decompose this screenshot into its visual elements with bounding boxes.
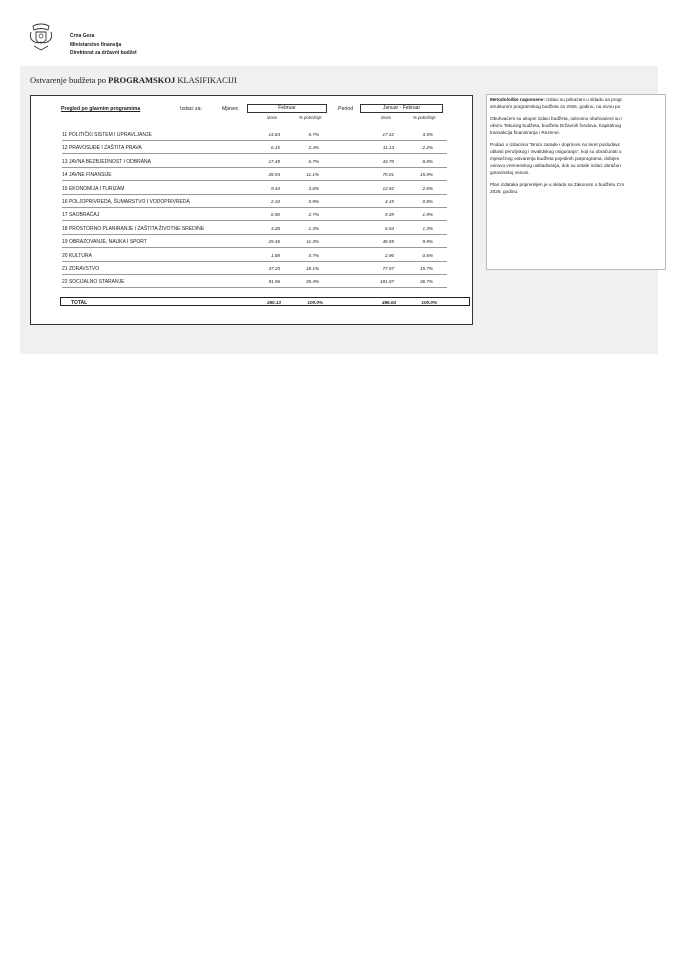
row-mjesec-pct: 35.4% (305, 279, 319, 285)
row-period-iznos: 4.19 (385, 199, 394, 204)
row-period-pct: 0.6% (422, 252, 433, 258)
methodology-notes (486, 94, 666, 270)
row-mjesec-iznos: 6.96 (271, 212, 280, 218)
table-row (62, 208, 447, 221)
row-period-iznos: 79.01 (382, 172, 394, 178)
notes-line: mjesečnog ostvarenja budžeta pojedinih potprograma, dobijen (490, 156, 620, 161)
total-mjesec-pct: 100.0% (307, 299, 323, 305)
notes-line: strukturom programskog budžeta za 2026. godinu, na nivou po (490, 104, 621, 109)
table-row (62, 249, 447, 262)
row-mjesec-iznos: 29.46 (268, 239, 280, 245)
row-label: 18 PROSTORNO PLANIRANJE I ZAŠTITA ŽIVOTNE SREDINE (62, 225, 205, 232)
organization-name (70, 32, 137, 58)
row-period-iznos: 9.39 (385, 212, 394, 218)
notes-p1-rest: Izdaci su prikazani u skladu sa progr (544, 97, 623, 102)
table-row (62, 235, 447, 248)
row-period-iznos: 12.92 (382, 185, 394, 191)
page-title-prefix: Ostvarenje budžeta po (30, 75, 109, 85)
row-period-iznos: 2.96 (385, 252, 394, 258)
row-period-iznos: 181.87 (380, 279, 395, 285)
row-mjesec-pct: 11.3% (306, 239, 319, 245)
notes-line: osnovu vremenskog uskladivanja, dok su ostale izdaci obračun (490, 163, 621, 168)
row-mjesec-pct: 3.6% (308, 185, 319, 191)
total-label: TOTAL (71, 299, 88, 306)
row-label: 13 JAVNA BEZBJEDNOST I ODBRANA (62, 158, 152, 165)
row-period-pct: 2.2% (422, 145, 433, 151)
row-mjesec-pct: 18.1% (305, 266, 319, 271)
row-mjesec-iznos: 14.84 (268, 132, 280, 137)
row-label: 15 EKONOMIJA I TURIZAM (62, 185, 125, 192)
row-label: 11 POLITIČKI SISTEM I UPRAVLJANJE (62, 132, 152, 138)
notes-heading: Metodološke napomene: (490, 97, 545, 102)
table-row (62, 168, 447, 181)
row-period-pct: 15.7% (419, 266, 433, 271)
izdaci-label: Izdaci za: (180, 106, 202, 112)
notes-line: oblasti penzijskog i invalidskog osiguranja", koji su obračunati u (490, 149, 622, 154)
row-mjesec-iznos: 17.49 (268, 158, 280, 164)
row-period-pct: 3.5% (422, 132, 433, 137)
row-mjesec-pct: 5.7% (308, 132, 319, 137)
mjesec-select[interactable]: Februar (247, 104, 327, 113)
table-row (62, 222, 447, 235)
row-label: 21 ZDRAVSTVO (62, 266, 100, 272)
table-row (62, 182, 447, 195)
row-period-pct: 2.6% (422, 185, 433, 191)
row-period-iznos: 77.97 (382, 266, 394, 271)
notes-line: 2026. godinu. (490, 189, 519, 194)
table-title: Pregled po glavnim programima (61, 106, 141, 112)
org-country: Crna Gora (70, 33, 95, 39)
table-row (62, 128, 447, 141)
page-title (30, 75, 237, 85)
row-mjesec-pct: 1.3% (308, 225, 319, 231)
notes-line: transakcija finansiranja i Rezerve. (490, 130, 561, 135)
notes-line (490, 97, 666, 103)
row-label: 17 SAOBRAĆAJ (62, 212, 100, 219)
org-ministry: Ministarstvo finansija (70, 41, 122, 48)
row-mjesec-pct: 0.9% (308, 199, 319, 204)
row-period-pct: 15.9% (419, 172, 433, 178)
col-mjesec-iznos: iznos (267, 115, 278, 120)
notes-line: Podaci o izdacima "Bruto zarade i doprinosi na teret poslodavc (490, 142, 621, 147)
notes-line: Obuhvaćeni su ukupni izdaci budžeta, odnosno obuhvaćeni su i (490, 116, 623, 121)
row-label: 19 OBRAZOVANJE, NAUKA I SPORT (62, 239, 147, 246)
row-label: 12 PRAVOSUĐE I ZAŠTITA PRAVA (62, 145, 142, 152)
row-mjesec-iznos: 6.15 (271, 145, 280, 151)
row-period-pct: 8.8% (422, 158, 433, 164)
row-label: 22 SOCIJALNO STARANJE (62, 279, 125, 286)
row-period-iznos: 11.13 (382, 145, 394, 151)
notes-line: gotovinskoj osnovi. (490, 170, 530, 175)
row-mjesec-iznos: 2.34 (271, 199, 280, 204)
row-label: 20 KULTURA (62, 252, 92, 259)
row-period-pct: 1.9% (422, 212, 433, 218)
page-title-suffix: KLASIFIKACIJI (175, 75, 237, 85)
row-mjesec-pct: 2.4% (308, 145, 319, 151)
row-mjesec-pct: 0.7% (308, 252, 319, 258)
total-period-pct: 100.0% (421, 299, 437, 305)
row-mjesec-iznos: 9.44 (271, 185, 280, 191)
row-mjesec-pct: 2.7% (308, 212, 319, 218)
row-period-pct: 9.9% (422, 239, 433, 245)
col-period-pct: % potrošnje (413, 115, 436, 120)
total-period-iznos: 496.04 (381, 299, 396, 305)
mjesec-label: Mjesec (222, 106, 239, 112)
row-mjesec-pct: 11.1% (306, 172, 319, 178)
row-mjesec-iznos: 47.20 (268, 266, 280, 271)
col-period-iznos: iznos (381, 115, 392, 120)
coat-of-arms-icon (28, 22, 54, 52)
page-title-bold: PROGRAMSKOJ (108, 75, 176, 85)
row-label: 14 JAVNE FINANSIJE (62, 172, 112, 179)
row-mjesec-iznos: 1.88 (271, 252, 280, 258)
org-directorate: Direktorat za državni budžet (70, 50, 137, 56)
row-period-iznos: 6.54 (385, 225, 394, 231)
row-period-pct: 36.7% (419, 279, 433, 285)
col-mjesec-pct: % potrošnje (299, 115, 322, 120)
row-label: 16 POLJOPRIVREDA, ŠUMARSTVO I VODOPRIVREDA (62, 199, 190, 205)
period-select[interactable]: Januar - Februar (360, 104, 443, 113)
period-label: Period (338, 106, 353, 112)
row-period-pct: 1.3% (422, 225, 433, 231)
table-row (62, 155, 447, 168)
row-mjesec-pct: 6.7% (308, 158, 319, 164)
table-row (62, 141, 447, 154)
notes-line: Plan izdataka pripremljen je u skladu sa Zakonom o budžetu Crn (490, 182, 625, 187)
row-mjesec-iznos: 28.94 (268, 172, 280, 178)
table-row (62, 275, 447, 288)
row-period-iznos: 48.95 (382, 239, 394, 245)
table-row (62, 195, 447, 208)
row-period-iznos: 17.42 (382, 132, 394, 137)
row-mjesec-iznos: 3.28 (271, 225, 280, 231)
total-mjesec-iznos: 260.13 (266, 299, 281, 305)
table-row (62, 262, 447, 275)
row-period-pct: 0.8% (422, 199, 433, 204)
row-period-iznos: 43.70 (382, 158, 394, 164)
notes-line: okviru Tekućeg budžeta, budžeta Državnih fondova, Kapitalnog (490, 123, 621, 128)
total-row (60, 297, 470, 306)
row-mjesec-iznos: 91.96 (268, 279, 280, 285)
